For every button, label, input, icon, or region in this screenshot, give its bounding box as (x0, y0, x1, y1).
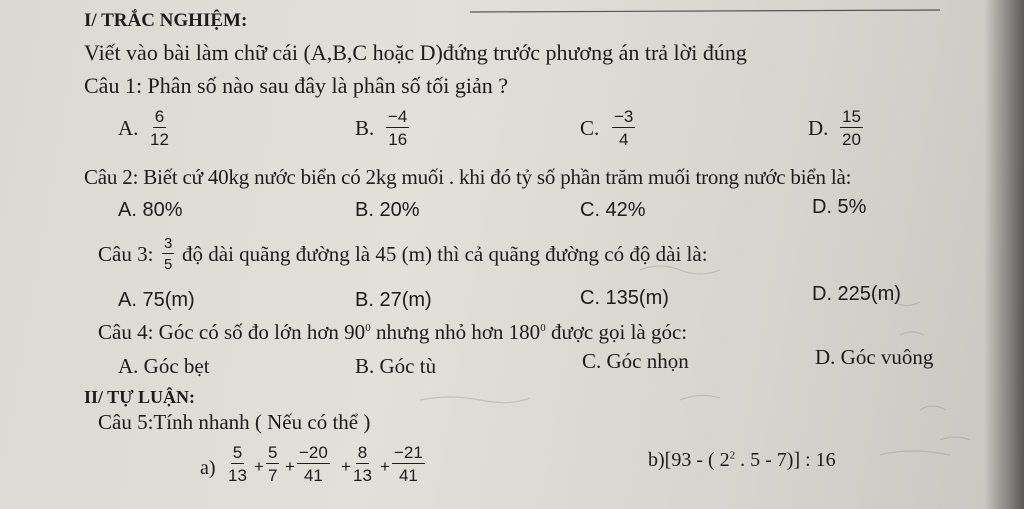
q1-option-c-fraction (612, 108, 635, 148)
q2-option-c: C. 42% (580, 199, 646, 221)
ghost-stroke-8 (940, 437, 970, 440)
denominator: 16 (388, 130, 408, 149)
denominator: 5 (164, 256, 173, 273)
degree-mark: 0 (365, 322, 371, 334)
numerator: −20 (299, 443, 328, 462)
q3-fraction (162, 236, 174, 272)
photo-edge-shadow (984, 0, 1024, 509)
q1-option-a-label: A. (118, 116, 139, 140)
q4-option-b: B. Góc tù (355, 354, 437, 378)
q4-part-1: Câu 4: Góc có số đo lớn hơn 90 (98, 320, 366, 344)
q2-option-b: B. 20% (355, 199, 420, 221)
plus-sign: + (285, 457, 295, 476)
question-4-text (98, 322, 687, 343)
ghost-stroke-1 (640, 266, 720, 274)
ghost-stroke-7 (880, 451, 950, 455)
denominator: 20 (842, 130, 861, 149)
header-rule (470, 10, 940, 12)
q3-prefix: Câu 3: (98, 242, 154, 266)
q2-option-d: D. 5% (812, 196, 867, 218)
plus-sign: + (380, 457, 390, 476)
denominator: 12 (150, 130, 169, 149)
section-title-multiple-choice: I/ TRẮC NGHIỆM: (84, 10, 248, 31)
ghost-stroke-5 (680, 395, 720, 400)
numerator: −4 (388, 107, 408, 126)
degree-mark: 0 (540, 322, 546, 334)
q3-option-d: D. 225(m) (812, 283, 901, 305)
numerator: 8 (357, 443, 368, 462)
q1-option-a-fraction (150, 108, 169, 148)
denominator: 13 (228, 466, 247, 485)
q3-option-a: A. 75(m) (118, 289, 195, 311)
numerator: 3 (164, 235, 173, 252)
exponent: 2 (729, 449, 736, 462)
q5a-term-2 (266, 444, 279, 484)
instruction-text: Viết vào bài làm chữ cái (A,B,C hoặc D)đứng trước phương án trả lời đúng (84, 40, 747, 65)
question-3-text: độ dài quãng đường là 45 (m) thì cả quãng đường có độ dài là: (182, 242, 708, 266)
question-5-text: Câu 5:Tính nhanh ( Nếu có thể ) (98, 410, 371, 434)
plus-sign: + (341, 457, 351, 476)
q1-option-c-label: C. (580, 116, 600, 140)
section-title-essay: II/ TỰ LUẬN: (84, 387, 196, 407)
denominator: 41 (398, 466, 418, 485)
q1-option-b-label: B. (355, 116, 375, 140)
q1-option-d-fraction (840, 108, 863, 148)
ghost-stroke-3 (900, 332, 924, 335)
q4-part-3: được gọi là góc: (545, 320, 688, 344)
q5a-term-1 (228, 444, 247, 484)
numerator: 15 (842, 107, 861, 126)
q4-option-c: C. Góc nhọn (582, 349, 689, 373)
q3-option-c: C. 135(m) (580, 287, 669, 309)
denominator: 4 (618, 130, 629, 149)
denominator: 7 (268, 466, 278, 485)
denominator: 13 (353, 466, 372, 485)
ghost-stroke-4 (420, 397, 530, 403)
question-2-text: Câu 2: Biết cứ 40kg nước biển có 2kg muối . khi đó tỷ số phần trăm muối trong nước biển là: (84, 165, 852, 189)
q5a-term-5 (392, 444, 425, 484)
q1-option-d-label: D. (808, 116, 829, 140)
ghost-stroke-6 (920, 406, 946, 410)
q5a-term-3 (297, 444, 330, 484)
numerator: 5 (232, 443, 243, 462)
plus-sign: + (254, 457, 264, 476)
question-1-text: Câu 1: Phân số nào sau đây là phân số tối giản ? (84, 73, 509, 98)
q4-option-a: A. Góc bẹt (118, 354, 210, 378)
numerator: 6 (154, 107, 165, 126)
q5-part-b (648, 450, 836, 470)
q5b-part-1: b)[93 - ( 2 (648, 449, 730, 471)
numerator: −21 (394, 443, 423, 462)
numerator: −3 (614, 107, 634, 126)
q3-option-b: B. 27(m) (355, 289, 432, 311)
q5a-term-4 (353, 444, 372, 484)
q1-option-b-fraction (386, 108, 409, 148)
q4-part-2: nhưng nhỏ hơn 180 (370, 320, 541, 344)
q5-part-a-label: a) (200, 457, 216, 479)
q2-option-a: A. 80% (118, 199, 183, 221)
q5b-part-2: . 5 - 7)] : 16 (735, 449, 836, 471)
denominator: 41 (303, 466, 323, 485)
numerator: 5 (268, 443, 278, 462)
q4-option-d: D. Góc vuông (815, 345, 934, 369)
